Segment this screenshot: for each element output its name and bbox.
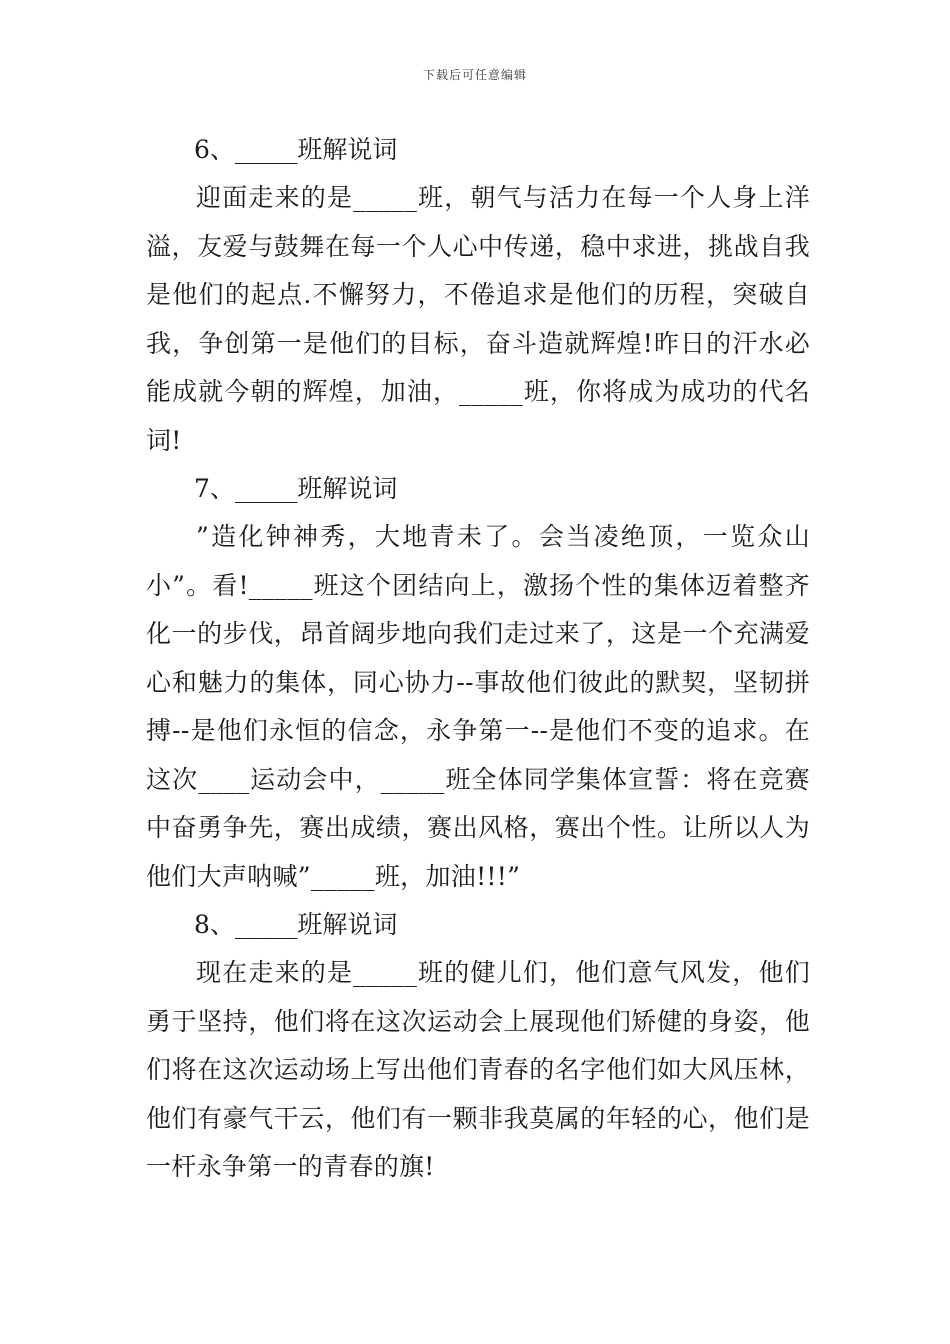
section-paragraph: 现在走来的是_____班的健儿们，他们意气风发，他们勇于坚持，他们将在这次运动会上展现他们矫健的身姿，他们将在这次运动场上写出他们青春的名字他们如大风压林，他们有豪气干云，他们有一颗非我莫属的年轻的心，他们是一杆永争第一的青春的旗! [146,958,810,1181]
section-paragraph: 迎面走来的是_____班，朝气与活力在每一个人身上洋溢，友爱与鼓舞在每一个人心中传递，稳中求进，挑战自我是他们的起点.不懈努力，不倦追求是他们的历程，突破自我，争创第一是他们的目标，奋斗造就辉煌!昨日的汗水必能成就今朝的辉煌，加油，_____班，你将成为成功的代名词! [146,183,810,455]
section-heading: 6、_____班解说词 [194,135,398,164]
section-heading: 8、_____班解说词 [194,910,398,939]
section-8 [146,901,810,1192]
section-6 [146,126,810,465]
page-header-note: 下载后可任意编辑 [422,68,527,82]
document-body [146,126,810,1192]
section-paragraph: ”造化钟神秀，大地青未了。会当凌绝顶，一览众山小”。看!_____班这个团结向上，激扬个性的集体迈着整齐化一的步伐，昂首阔步地向我们走过来了，这是一个充满爱心和魅力的集体，同心协力--事故他们彼此的默契，坚韧拼搏--是他们永恒的信念，永争第一--是他们不变的追求。在这次____运动会中，_____班全体同学集体宣誓：将在竞赛中奋勇争先，赛出成绩，赛出风格，赛出个性。让所以人为他们大声呐喊”_____班，加油!!!” [146,522,810,891]
section-7 [146,465,810,901]
section-heading: 7、_____班解说词 [194,474,398,503]
